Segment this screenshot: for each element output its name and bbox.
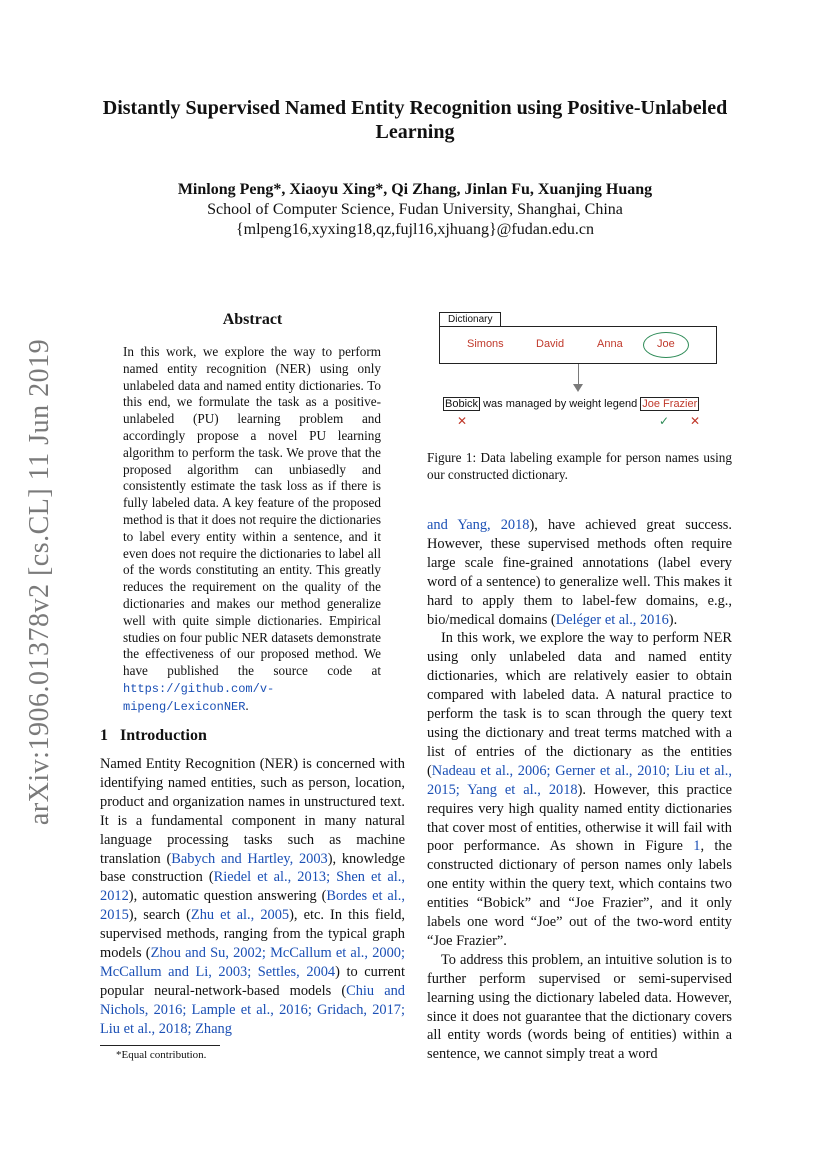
author-block (90, 180, 740, 240)
arxiv-sidebar (16, 312, 64, 852)
section-introduction (100, 727, 405, 1039)
paragraph: and Yang, 2018), have achieved great success. However, these supervised methods often require large scale fine-grained annotations (label every word of a sentence) to generalize well. This makes it hard to apply them to label-few domains, e.g., bio/medical domains (Deléger et al., 2016). (427, 517, 732, 628)
citation[interactable]: and Yang, 2018 (427, 517, 530, 533)
dictionary-label: Dictionary (439, 312, 501, 327)
emails: {mlpeng16,xyxing18,qz,fujl16,xjhuang}@fudan.edu.cn (235, 221, 595, 238)
footnote-rule (100, 1045, 220, 1046)
dict-name: Anna (597, 338, 623, 350)
dict-name: Simons (467, 338, 504, 350)
check-icon: ✓ (659, 414, 670, 428)
citation[interactable]: Bordes et al., 2015 (100, 888, 405, 924)
section-heading: 1 Introduction (100, 727, 207, 744)
cross-icon: ✕ (457, 414, 468, 428)
author-names: Minlong Peng*, Xiaoyu Xing*, Qi Zhang, Jinlan Fu, Xuanjing Huang (177, 181, 653, 198)
source-code-link[interactable]: https://github.com/v-mipeng/LexiconNER (123, 681, 275, 714)
right-column-text (427, 516, 732, 1064)
citation[interactable]: Deléger et al., 2016 (555, 611, 669, 628)
figure-1 (427, 312, 732, 432)
paper-title: Distantly Supervised Named Entity Recognition using Positive-Unlabeled Learning (102, 97, 728, 143)
citation[interactable]: Babych and Hartley, 2003 (171, 850, 328, 867)
figure-ref[interactable]: 1 (693, 838, 701, 855)
paragraph: To address this problem, an intuitive solution is to further perform supervised or semi-supervised learning using the dictionary labeled data. However, since it does not guarantee that the dictionary covers all entity words (words being of entities) within a sentence, we cannot simply treat a word (427, 951, 732, 1063)
arrow-icon (578, 364, 579, 386)
citation[interactable]: Zhu et al., 2005 (190, 907, 290, 924)
abstract-body: In this work, we explore the way to perform named entity recognition (NER) using only unlabeled data and named entity dictionaries. To this end, we formulate the task as a positive-unlabeled (PU) learning problem and accordingly propose a novel PU learning algorithm to perform the task. We prove that the proposed algorithm can unbiasedly and consistently estimate the task loss as if there is fully labeled data. A key feature of the proposed method is that it does not require the dictionaries to label every entity within a sentence, and it even does not require the dictionaries to label all of the words constituting an entity. This greatly reduces the requirement on the quality of the dictionaries and makes our method generalize well with quite simple dictionaries. Empirical studies on four public NER datasets demonstrate the effectiveness of our proposed method. We have published the source code at https://github.com/v-mipeng/LexiconNER. (123, 344, 381, 714)
citation[interactable]: Nadeau et al., 2006; Gerner et al., 2010; Liu et al., 2015; Yang et al., 2018 (427, 762, 732, 798)
footnote: *Equal contribution. (116, 1049, 207, 1061)
arxiv-id: arXiv:1906.01378v2 [cs.CL] 11 Jun 2019 (24, 338, 55, 826)
dict-name: David (536, 338, 565, 350)
affiliation: School of Computer Science, Fudan University, Shanghai, China (207, 201, 623, 218)
citation[interactable]: Chiu and Nichols, 2016; Lample et al., 2016; Gridach, 2017; Liu et al., 2018; Zhang (100, 982, 405, 1037)
cross-icon: ✕ (690, 414, 701, 428)
figure-caption: Figure 1: Data labeling example for person names using our constructed dictionary. (427, 450, 732, 482)
citation[interactable]: Riedel et al., 2013; Shen et al., 2012 (100, 869, 405, 905)
paragraph: In this work, we explore the way to perform NER using only unlabeled data and named entity dictionaries, which are relatively easier to obtain compared with labeled data. A natural practice to perform the task is to scan through the query text using the dictionary and treat terms matched with a list of entries of the dictionary as the entities (Nadeau et al., 2006; Gerner et al., 2010; Liu et al., 2015; Yang et al., 2018). However, this practice requires very high quality named entity dictionaries that cover most of entities, otherwise it will fail with poor performance. As shown in Figure 1, the constructed dictionary of person names only labels one entity within the query text, which contains two entities “Bobick” and “Joe Frazier”, and it only labels one word “Joe” out of the two-word entity “Joe Frazier”. (427, 630, 733, 949)
query-sentence: Bobick was managed by weight legend Joe Frazier (445, 398, 698, 410)
citation[interactable]: Zhou and Su, 2002; McCallum et al., 2000; McCallum and Li, 2003; Settles, 2004 (100, 945, 405, 980)
arrowhead-icon (573, 384, 583, 392)
intro-paragraph: Named Entity Recognition (NER) is concerned with identifying named entities, such as person, location, product and organization names in unstructured text. It is a fundamental component in many natural language processing tasks such as machine translation (Babych and Hartley, 2003), knowledge base construction (Riedel et al., 2013; Shen et al., 2012), automatic question answering (Bordes et al., 2015), search (Zhu et al., 2005), etc. In this field, supervised methods, ranging from the typical graph models (Zhou and Su, 2002; McCallum et al., 2000; McCallum and Li, 2003; Settles, 2004) to current popular neural-network-based models (Chiu and Nichols, 2016; Lample et al., 2016; Gridach, 2017; Liu et al., 2018; Zhang (100, 756, 405, 1037)
dict-name: Joe (657, 338, 675, 350)
abstract-heading: Abstract (222, 311, 283, 328)
